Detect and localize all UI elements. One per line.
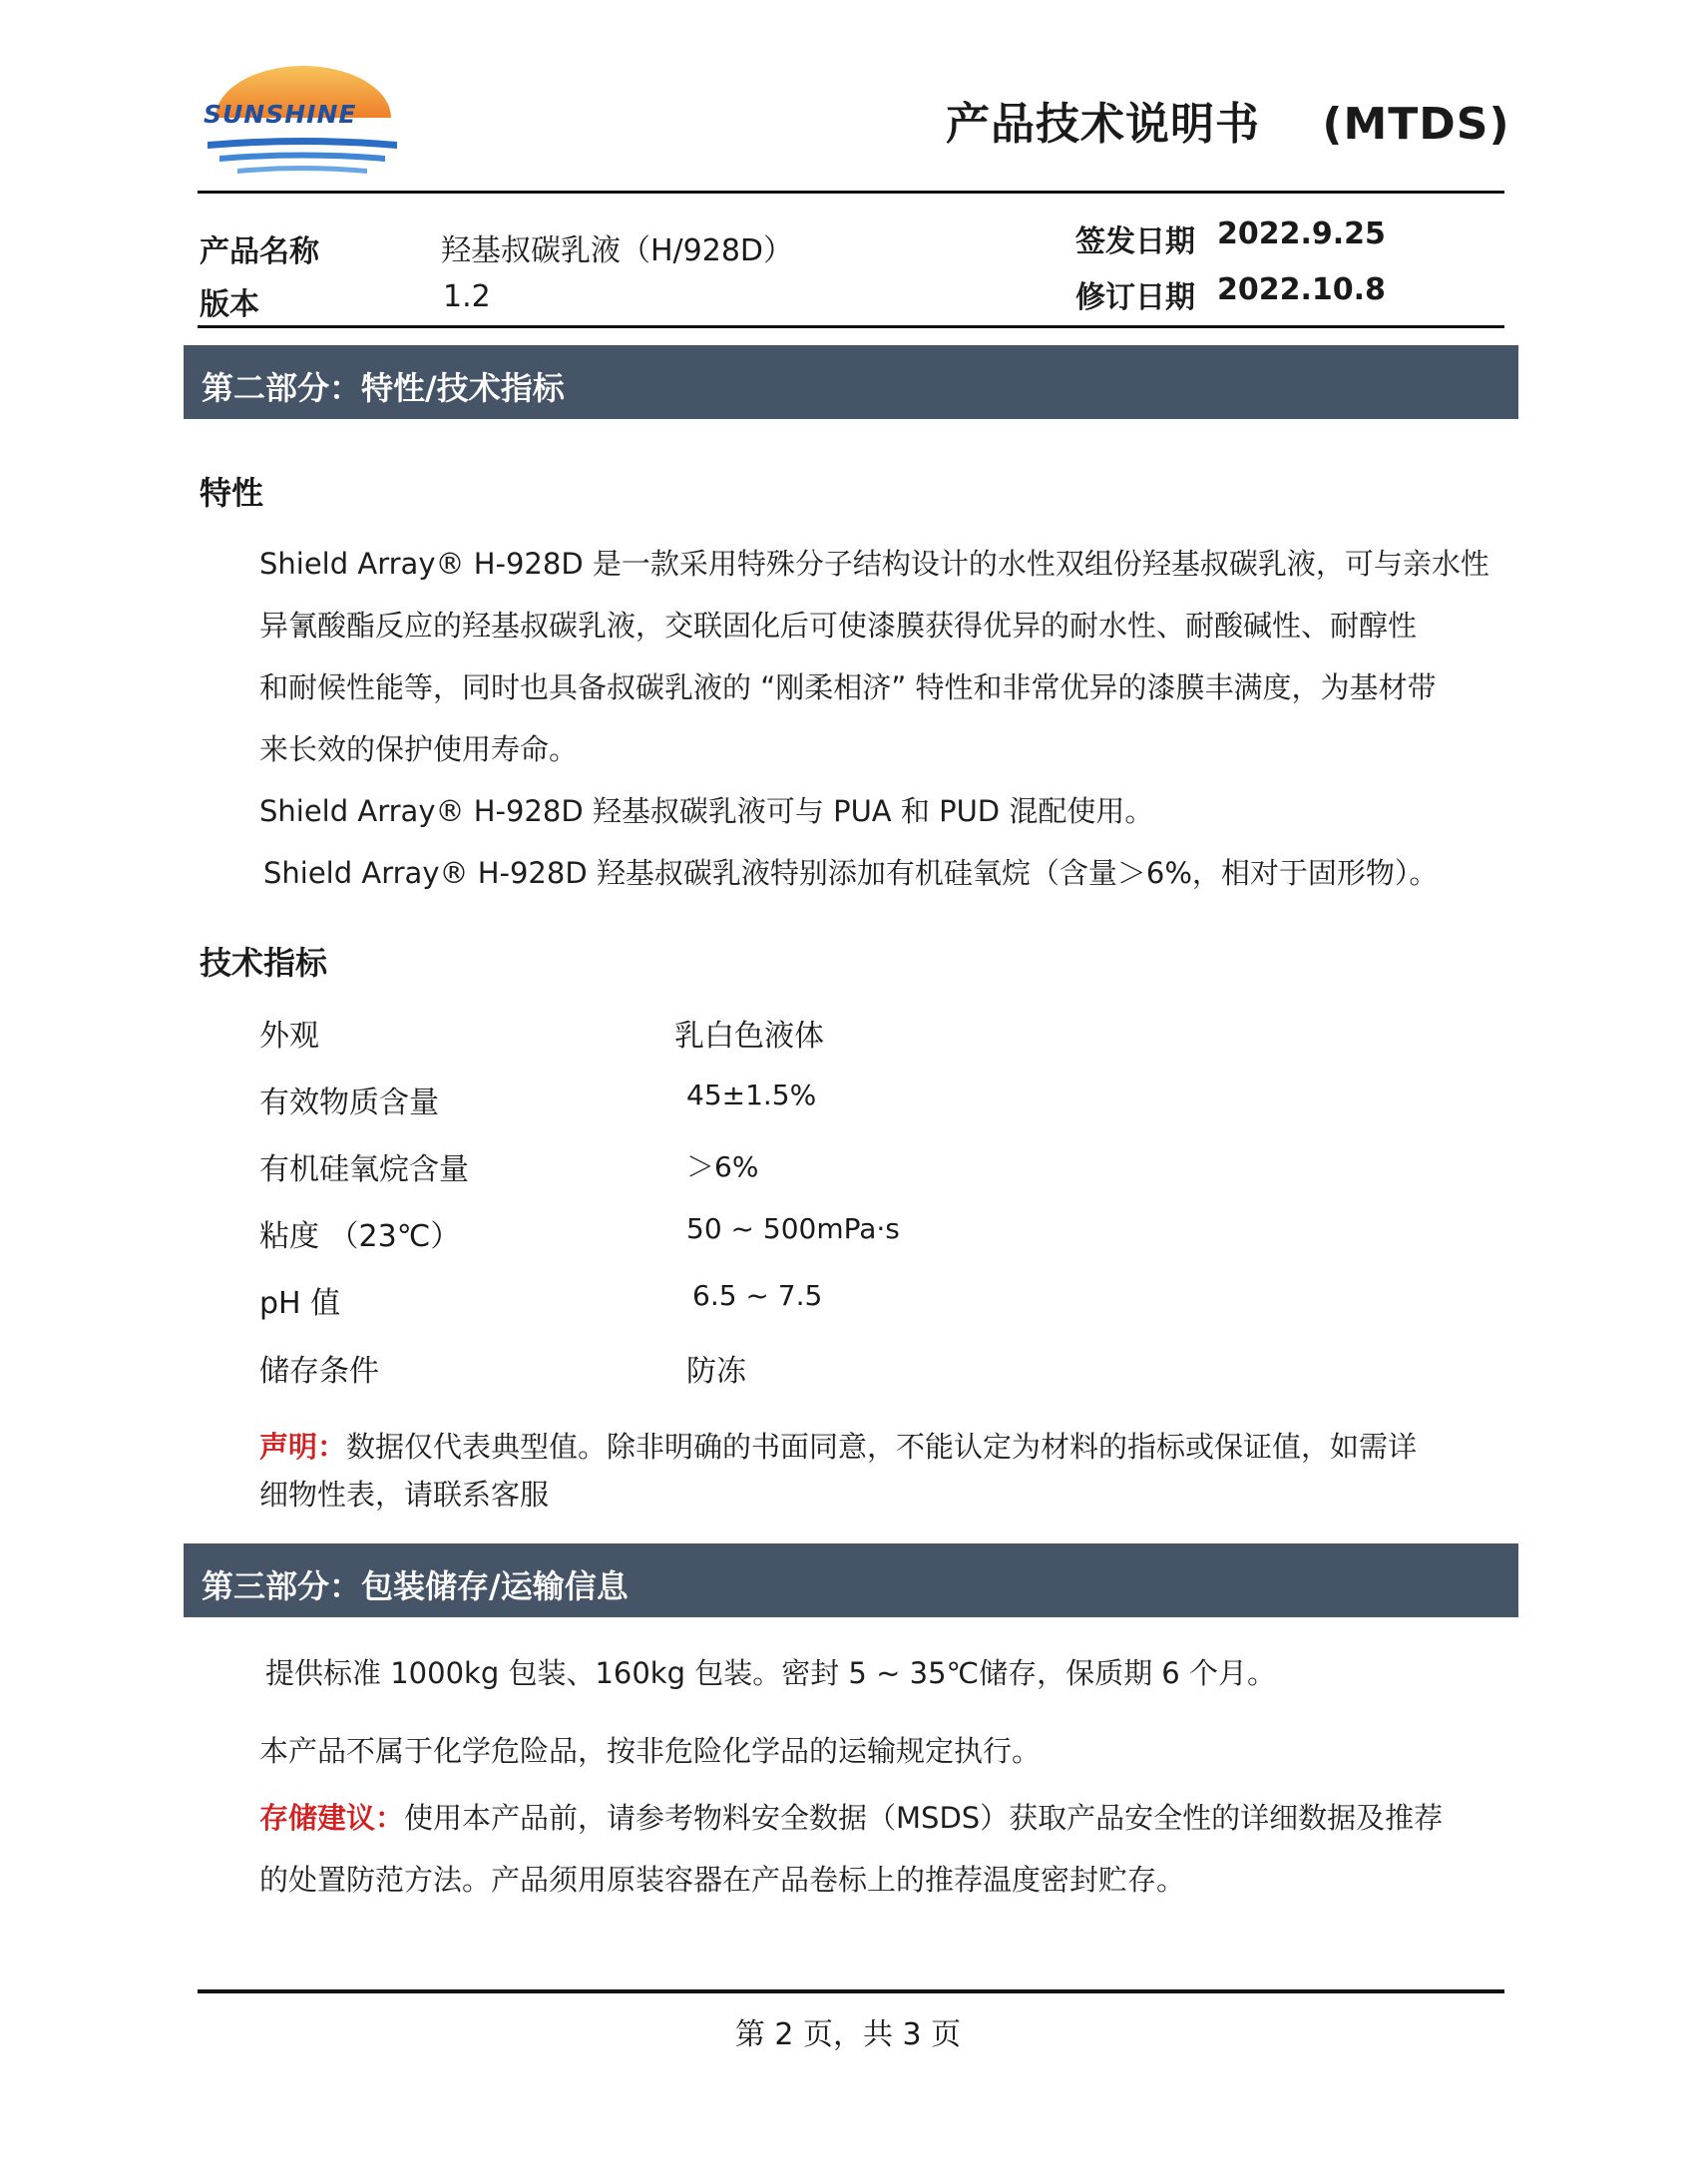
title-suffix: (MTDS) xyxy=(1322,99,1510,150)
header-rule xyxy=(198,191,1504,194)
revise-date: 2022.10.8 xyxy=(1217,272,1386,307)
properties-line-3: 和耐候性能等，同时也具备叔碳乳液的 “刚柔相济” 特性和非常优异的漆膜丰满度，为基材带 xyxy=(259,670,1437,704)
section3-bar xyxy=(184,1543,1518,1617)
properties-line-2: 异氰酸酯反应的羟基叔碳乳液，交联固化后可使漆膜获得优异的耐水性、耐酸碱性、耐醇性 xyxy=(259,609,1418,643)
section2-title: 第二部分：特性/技术指标 xyxy=(202,369,565,407)
storage-advice-text: 使用本产品前，请参考物料安全数据（MSDS）获取产品安全性的详细数据及推荐 xyxy=(404,1801,1444,1835)
transport-line: 本产品不属于化学危险品，按非危险化学品的运输规定执行。 xyxy=(259,1734,1042,1768)
section2-bar xyxy=(184,345,1518,419)
spec-value-viscosity: 50 ~ 500mPa·s xyxy=(686,1212,900,1245)
statement-line-2: 细物性表，请联系客服 xyxy=(259,1478,550,1512)
document-title xyxy=(946,88,1510,152)
packaging-line: 提供标准 1000kg 包装、160kg 包装。密封 5 ~ 35℃储存，保质期 6 个月。 xyxy=(265,1656,1276,1690)
spec-value-solids: 45±1.5% xyxy=(686,1079,817,1111)
spec-label-siloxane: 有机硅氧烷含量 xyxy=(259,1152,469,1187)
page-number: 第 2 页，共 3 页 xyxy=(734,2017,962,2052)
product-name: 羟基叔碳乳液（H/928D） xyxy=(441,233,794,268)
statement-text: 数据仅代表典型值。除非明确的书面同意，不能认定为材料的指标或保证值，如需详 xyxy=(346,1430,1418,1464)
spec-value-appearance: 乳白色液体 xyxy=(674,1019,824,1054)
footer-rule xyxy=(198,1989,1504,1993)
spec-label-viscosity: 粘度 （23℃） xyxy=(259,1219,461,1254)
properties-line-1: Shield Array® H-928D 是一款采用特殊分子结构设计的水性双组份羟基叔碳乳液，可与亲水性 xyxy=(259,547,1489,581)
spec-value-ph: 6.5 ~ 7.5 xyxy=(692,1279,823,1312)
issue-date-label: 签发日期 xyxy=(1075,224,1195,259)
product-name-label: 产品名称 xyxy=(200,234,319,269)
properties-line-4: 来长效的保护使用寿命。 xyxy=(259,732,579,766)
silane-line: Shield Array® H-928D 羟基叔碳乳液特别添加有机硅氧烷（含量＞6%，相对于固形物）。 xyxy=(263,856,1439,890)
spec-value-siloxane: ＞6% xyxy=(686,1150,759,1183)
revise-date-label: 修订日期 xyxy=(1075,280,1195,315)
spec-label-solids: 有效物质含量 xyxy=(259,1086,439,1120)
meta-rule xyxy=(198,325,1504,328)
spec-label-ph: pH 值 xyxy=(259,1286,341,1321)
issue-date: 2022.9.25 xyxy=(1217,217,1386,251)
section3-title: 第三部分：包装储存/运输信息 xyxy=(202,1567,629,1605)
storage-advice-label: 存储建议： xyxy=(259,1801,405,1835)
properties-heading: 特性 xyxy=(200,474,264,512)
spec-label-appearance: 外观 xyxy=(259,1019,319,1054)
pua-mixing-line: Shield Array® H-928D 羟基叔碳乳液可与 PUA 和 PUD 混配使用。 xyxy=(259,794,1154,828)
sunshine-logo xyxy=(198,50,407,180)
specs-heading: 技术指标 xyxy=(200,944,328,982)
statement-label: 声明： xyxy=(259,1430,347,1464)
statement-line-1 xyxy=(259,1425,1417,1466)
spec-value-storage: 防冻 xyxy=(686,1354,746,1389)
storage-advice-line-1 xyxy=(259,1796,1443,1837)
version-label: 版本 xyxy=(200,287,259,322)
storage-advice-line-2: 的处置防范方法。产品须用原装容器在产品卷标上的推荐温度密封贮存。 xyxy=(259,1863,1186,1897)
version-value: 1.2 xyxy=(443,279,491,314)
title-text: 产品技术说明书 xyxy=(946,99,1260,150)
logo-wordmark: SUNSHINE xyxy=(204,100,357,129)
spec-label-storage: 储存条件 xyxy=(259,1354,379,1389)
